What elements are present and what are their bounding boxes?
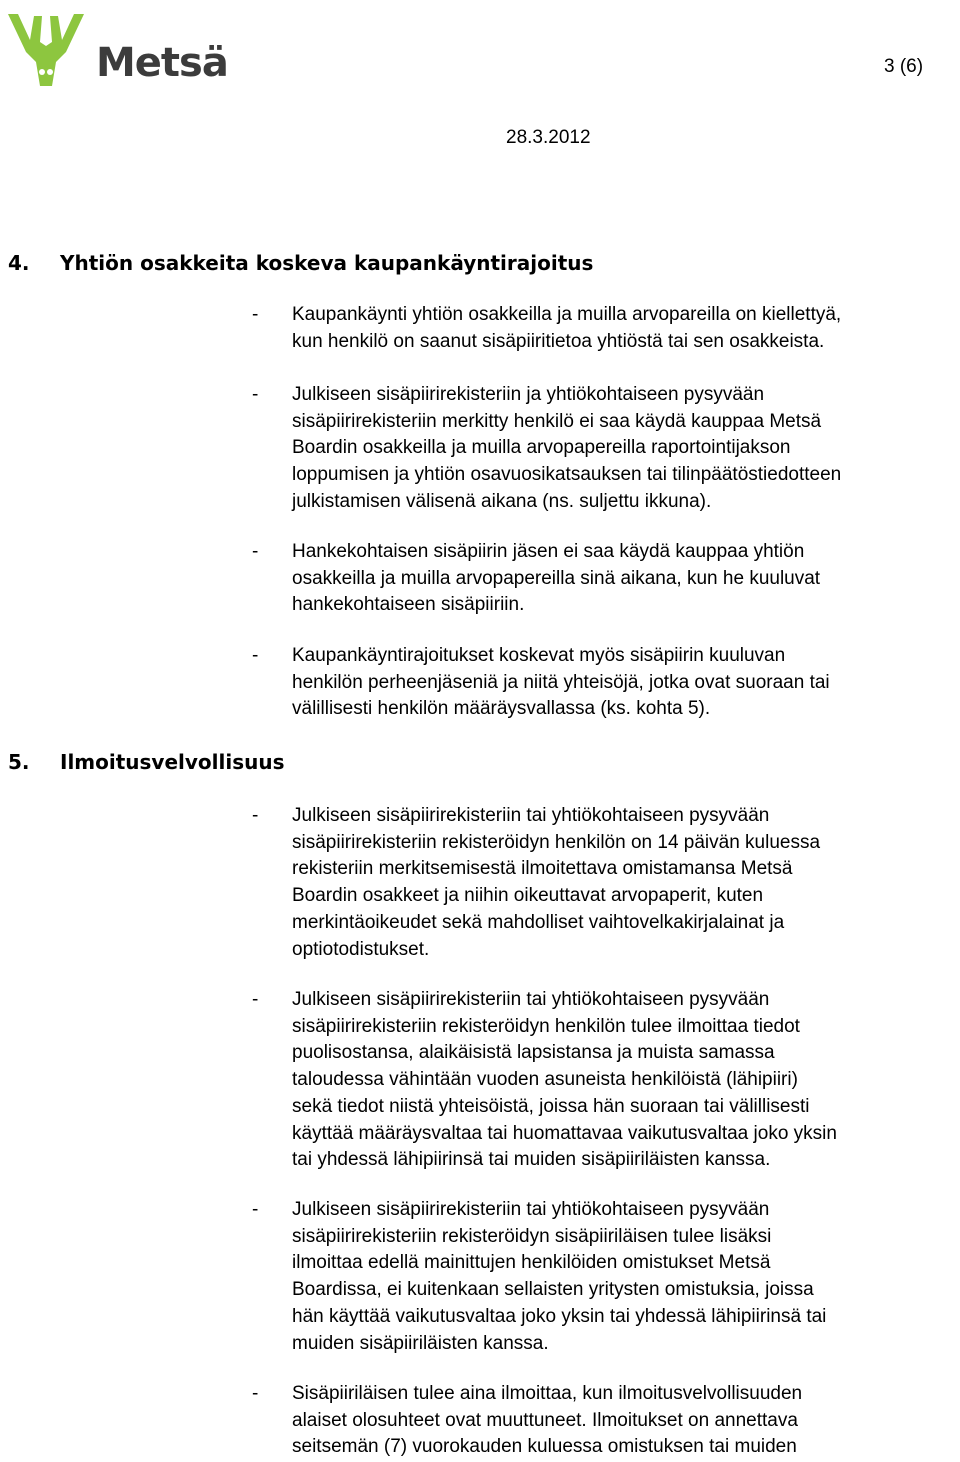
bullet-dash: - xyxy=(252,541,259,562)
list-item-text: Sisäpiiriläisen tulee aina ilmoittaa, kun ilmoitusvelvollisuuden alaiset olosuhteet ovat muuttuneet. Ilmoitukset on annettava seitsemän (7) vuorokauden kuluessa omistuksen tai muiden xyxy=(292,1383,803,1458)
list-item xyxy=(252,1381,956,1461)
list-item xyxy=(252,1197,956,1357)
section-number: 4. xyxy=(8,251,30,275)
list-item-text: Julkiseen sisäpiirirekisteriin tai yhtiökohtaiseen pysyvään sisäpiirirekisteriin rekisteröidyn sisäpiiriläisen tulee lisäksi ilmoittaa edellä mainittujen henkilöiden omistukset Metsä Boardissa, ei kuitenkaan sellaisten yritysten omistuksia, joissa hän käyttää vaikutusvaltaa joko yksin tai yhdessä lähipiirinsä tai muiden sisäpiiriläisten kanssa. xyxy=(292,1199,827,1354)
list-item-text: Julkiseen sisäpiirirekisteriin tai yhtiökohtaiseen pysyvään sisäpiirirekisteriin rekisteröidyn henkilön tulee ilmoittaa tiedot puolisostansa, alaikäisistä lapsistansa ja muista samassa taloudessa vähintään vuoden asuneista henkilöistä (lähipiiri) sekä tiedot niistä yhteisöistä, joissa hän suoraan tai välillisesti käyttää määräysvaltaa tai huomattavaa vaikutusvaltaa joko yksin tai yhdessä lähipiirinsä tai muiden sisäpiiriläisten kanssa. xyxy=(292,989,837,1171)
section-5-heading xyxy=(8,750,285,774)
section-title: Ilmoitusvelvollisuus xyxy=(60,750,285,774)
list-item xyxy=(252,643,956,723)
antler-icon xyxy=(4,6,88,90)
bullet-dash: - xyxy=(252,384,259,405)
list-item-text: Julkiseen sisäpiirirekisteriin tai yhtiökohtaiseen pysyvään sisäpiirirekisteriin rekisteröidyn henkilön on 14 päivän kuluessa rekisteriin merkitsemisestä ilmoitettava omistamansa Metsä Boardin osakkeet ja niihin oikeuttavat arvopaperit, kuten merkintäoikeudet sekä mahdolliset vaihtovelkakirjalainat ja optiotodistukset. xyxy=(292,805,821,960)
section-title: Yhtiön osakkeita koskeva kaupankäyntirajoitus xyxy=(60,251,594,275)
bullet-dash: - xyxy=(252,304,259,325)
page-number: 3 (6) xyxy=(884,56,924,77)
bullet-dash: - xyxy=(252,989,259,1010)
list-item xyxy=(252,302,956,355)
bullet-dash: - xyxy=(252,805,259,826)
brand-name: Metsä xyxy=(96,40,228,86)
bullet-dash: - xyxy=(252,1383,259,1404)
list-item-text: Hankekohtaisen sisäpiirin jäsen ei saa käydä kauppaa yhtiön osakkeilla ja muilla arvopapereilla sinä aikana, kun he kuuluvat hankekohtaiseen sisäpiiriin. xyxy=(292,541,821,616)
list-item xyxy=(252,803,956,963)
section-4-heading xyxy=(8,251,593,275)
metsa-logo xyxy=(4,6,228,90)
list-item-text: Kaupankäyntirajoitukset koskevat myös sisäpiirin kuuluvan henkilön perheenjäseniä ja niitä yhteisöjä, jotka ovat suoraan tai välillisesti henkilön määräysvallassa (ks. kohta 5). xyxy=(292,645,830,720)
document-date: 28.3.2012 xyxy=(506,127,591,148)
list-item xyxy=(252,987,956,1174)
list-item xyxy=(252,382,956,516)
bullet-dash: - xyxy=(252,645,259,666)
list-item-text: Kaupankäynti yhtiön osakkeilla ja muilla arvopareilla on kiellettyä, kun henkilö on saanut sisäpiiritietoa yhtiöstä tai sen osakkeista. xyxy=(292,304,842,352)
section-number: 5. xyxy=(8,750,30,774)
list-item xyxy=(252,539,956,619)
list-item-text: Julkiseen sisäpiirirekisteriin ja yhtiökohtaiseen pysyvään sisäpiirirekisteriin merkitty henkilö ei saa käydä kauppaa Metsä Boardin osakkeilla ja muilla arvopapereilla raportointijakson loppumisen ja yhtiön osavuosikatsauksen tai tilinpäätöstiedotteen julkistamisen välisenä aikana (ns. suljettu ikkuna). xyxy=(292,384,842,512)
bullet-dash: - xyxy=(252,1199,259,1220)
